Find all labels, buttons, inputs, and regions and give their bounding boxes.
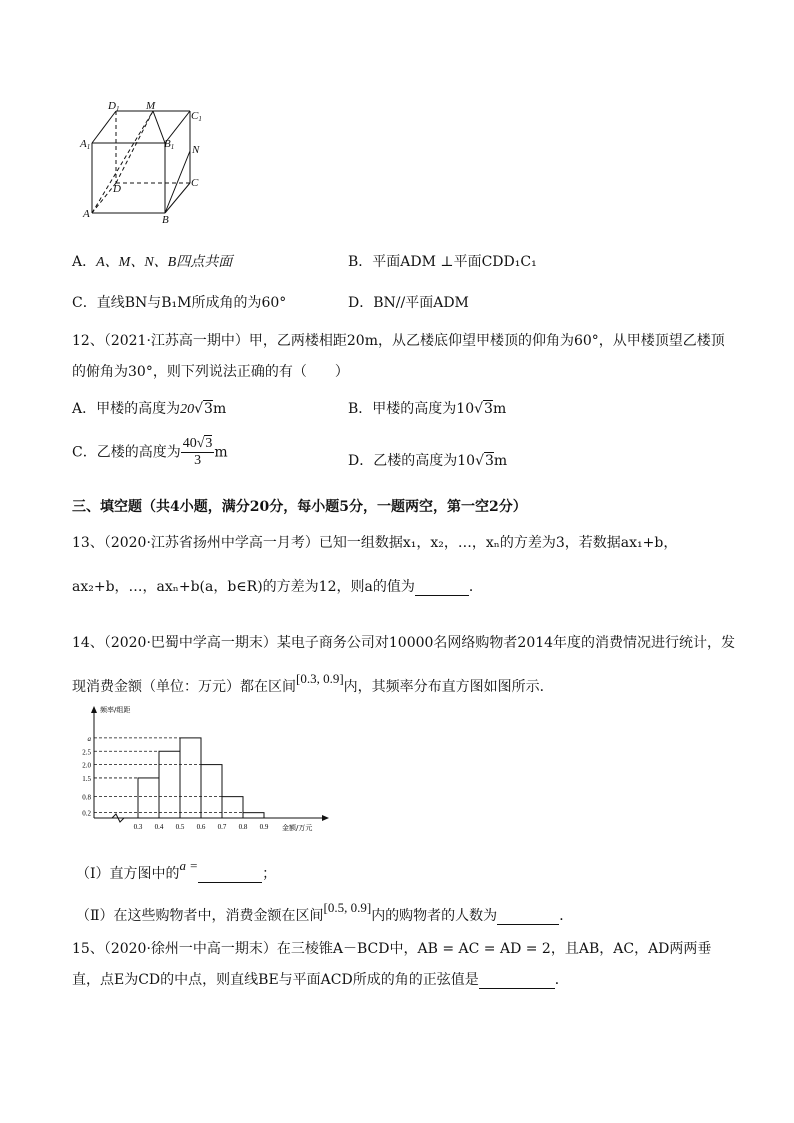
q11-option-b: [348, 251, 537, 271]
label-c1: C1: [191, 110, 202, 123]
q11-option-d: [348, 292, 469, 312]
x-tick-label: 0.8: [238, 823, 248, 831]
label-c: C: [191, 177, 199, 189]
q15-stem-line2: [72, 969, 569, 989]
y-tick-label: 0.8: [82, 793, 91, 802]
y-tick-label: 2.5: [82, 748, 91, 757]
x-axis-arrow: [322, 815, 329, 821]
option-label: C．: [72, 444, 97, 461]
unit: m: [212, 401, 227, 417]
q11-option-c: [72, 292, 286, 312]
q12-option-d: D．乙楼的高度为10√3m: [348, 453, 508, 469]
label-n: N: [192, 144, 200, 156]
q14-stem-line1: 14、（2020·巴蜀中学高一期末）某电子商务公司对10000名网络购物者2014年度的消费情况进行统计，发: [72, 635, 736, 651]
option-label: A．: [72, 401, 97, 417]
option-label: A．: [72, 254, 97, 270]
x-tick-label: 0.6: [196, 823, 206, 831]
q14-part2-after: 内的购物者的人数为: [371, 908, 498, 924]
section-heading: 三、填空题（共4小题，满分20分，每小题5分，一题两空，第一空2分）: [72, 499, 527, 515]
histogram-bar: [180, 738, 201, 818]
interval: [0.5, 0.9]: [323, 900, 372, 915]
q12-option-a: A．甲楼的高度为20√3m: [72, 401, 227, 417]
radicand: 3: [484, 401, 493, 417]
cube-figure: [70, 95, 220, 225]
x-axis-label: 金额/万元: [282, 824, 313, 832]
q14-part2: [76, 900, 574, 925]
option-label: B．: [348, 254, 373, 270]
option-text: 直线BN与B₁M所成角的为60°: [96, 295, 287, 311]
y-tick-label: 1.5: [82, 774, 91, 783]
coef: 10: [456, 401, 475, 417]
answer-blank[interactable]: [497, 910, 559, 925]
q14-part1: [76, 858, 277, 883]
x-tick-label: 0.4: [154, 823, 164, 831]
label-m: M: [146, 100, 156, 112]
q14-part1-text: （Ⅰ）直方图中的: [76, 866, 180, 882]
y-axis-arrow: [91, 706, 97, 713]
coef: 20: [180, 402, 195, 417]
q15-end: ．: [554, 972, 569, 988]
variable: a =: [179, 858, 199, 873]
label-b: B: [162, 214, 169, 225]
option-label: D．: [348, 453, 374, 469]
label-d1: D1: [108, 100, 120, 113]
option-text: 甲楼的高度为: [372, 401, 457, 417]
option-label: D．: [348, 295, 374, 311]
q13-stem-line2: [72, 576, 483, 596]
label-d: D: [113, 183, 121, 195]
q13-text: ax₂+b，…，axₙ+b(a，b∈R)的方差为12，则a的值为: [72, 579, 415, 595]
histogram-bar: [222, 797, 243, 818]
answer-blank[interactable]: [479, 974, 555, 989]
q13-end: ．: [468, 579, 483, 595]
fraction: [181, 436, 215, 469]
radicand: 3: [484, 453, 494, 469]
fraction-denominator: 3: [194, 453, 202, 468]
q14-part1-end: ；: [262, 866, 277, 882]
unit: m: [214, 444, 228, 461]
x-tick-label: 0.3: [133, 823, 143, 831]
x-tick-label: 0.5: [175, 823, 185, 831]
label-b1: B1: [164, 138, 175, 151]
radicand: 3: [205, 436, 213, 451]
option-text: 甲楼的高度为: [96, 401, 181, 417]
answer-blank[interactable]: [198, 868, 262, 883]
unit: m: [492, 401, 507, 417]
q15-text: 直，点E为CD的中点，则直线BE与平面ACD所成的角的正弦值是: [72, 972, 479, 988]
histogram-bar: [201, 765, 222, 818]
q15-stem-line1: 15、（2020·徐州一中高一期末）在三棱锥A－BCD中，AB = AC = AD = 2，且AB，AC，AD两两垂: [72, 941, 712, 957]
coef: 10: [457, 453, 476, 469]
y-tick-label: 0.2: [82, 809, 91, 818]
q14-text: 现消费金额（单位：万元）都在区间: [72, 679, 296, 695]
x-tick-label: 0.7: [217, 823, 227, 831]
label-a1: A1: [80, 138, 91, 151]
histogram-bar: [243, 813, 264, 818]
q12-stem-line2: 的俯角为30°，则下列说法正确的有（ ）: [72, 364, 349, 380]
x-tick-label: 0.9: [259, 823, 269, 831]
histogram-bar: [159, 751, 180, 818]
q13-stem-line1: 13、（2020·江苏省扬州中学高一月考）已知一组数据x₁，x₂，…，xₙ的方差为3，若数据ax₁+b，: [72, 535, 678, 551]
y-tick-label: a: [87, 734, 91, 743]
unit: m: [493, 453, 508, 469]
q14-part2-text: （Ⅱ）在这些购物者中，消费金额在区间: [76, 908, 324, 924]
answer-blank[interactable]: [415, 581, 469, 596]
y-tick-label: 2.0: [82, 761, 91, 770]
interval: [0.3, 0.9]: [296, 671, 344, 686]
q14-part2-end: ．: [559, 908, 574, 924]
radicand: 3: [204, 401, 213, 417]
q12-stem-line1: 12、（2021·江苏高一期中）甲，乙两楼相距20m，从乙楼底仰望甲楼顶的仰角为60°，从甲楼顶望乙楼顶: [72, 333, 725, 349]
option-text: 乙楼的高度为: [96, 444, 181, 461]
q12-option-b: B．甲楼的高度为10√3m: [348, 401, 507, 417]
histogram-bar: [138, 778, 159, 818]
label-a: A: [83, 208, 90, 220]
histogram-chart: [76, 704, 336, 834]
option-text: 平面ADM ⊥平面CDD₁C₁: [372, 254, 537, 270]
q14-text-after: 内，其频率分布直方图如图所示．: [343, 679, 554, 695]
q14-stem-line2: [72, 671, 554, 696]
option-text: BN//平面ADM: [373, 295, 469, 311]
option-label: B．: [348, 401, 373, 417]
q11-option-a: [72, 251, 232, 271]
option-text: A、M、N、B四点共面: [96, 255, 233, 270]
q12-option-c: [72, 436, 228, 469]
fraction-numerator: 40√3: [182, 436, 213, 451]
y-axis-label: 频率/组距: [100, 706, 131, 714]
coef: 40: [182, 436, 197, 451]
option-label: C．: [72, 295, 97, 311]
option-text: 乙楼的高度为: [373, 453, 458, 469]
